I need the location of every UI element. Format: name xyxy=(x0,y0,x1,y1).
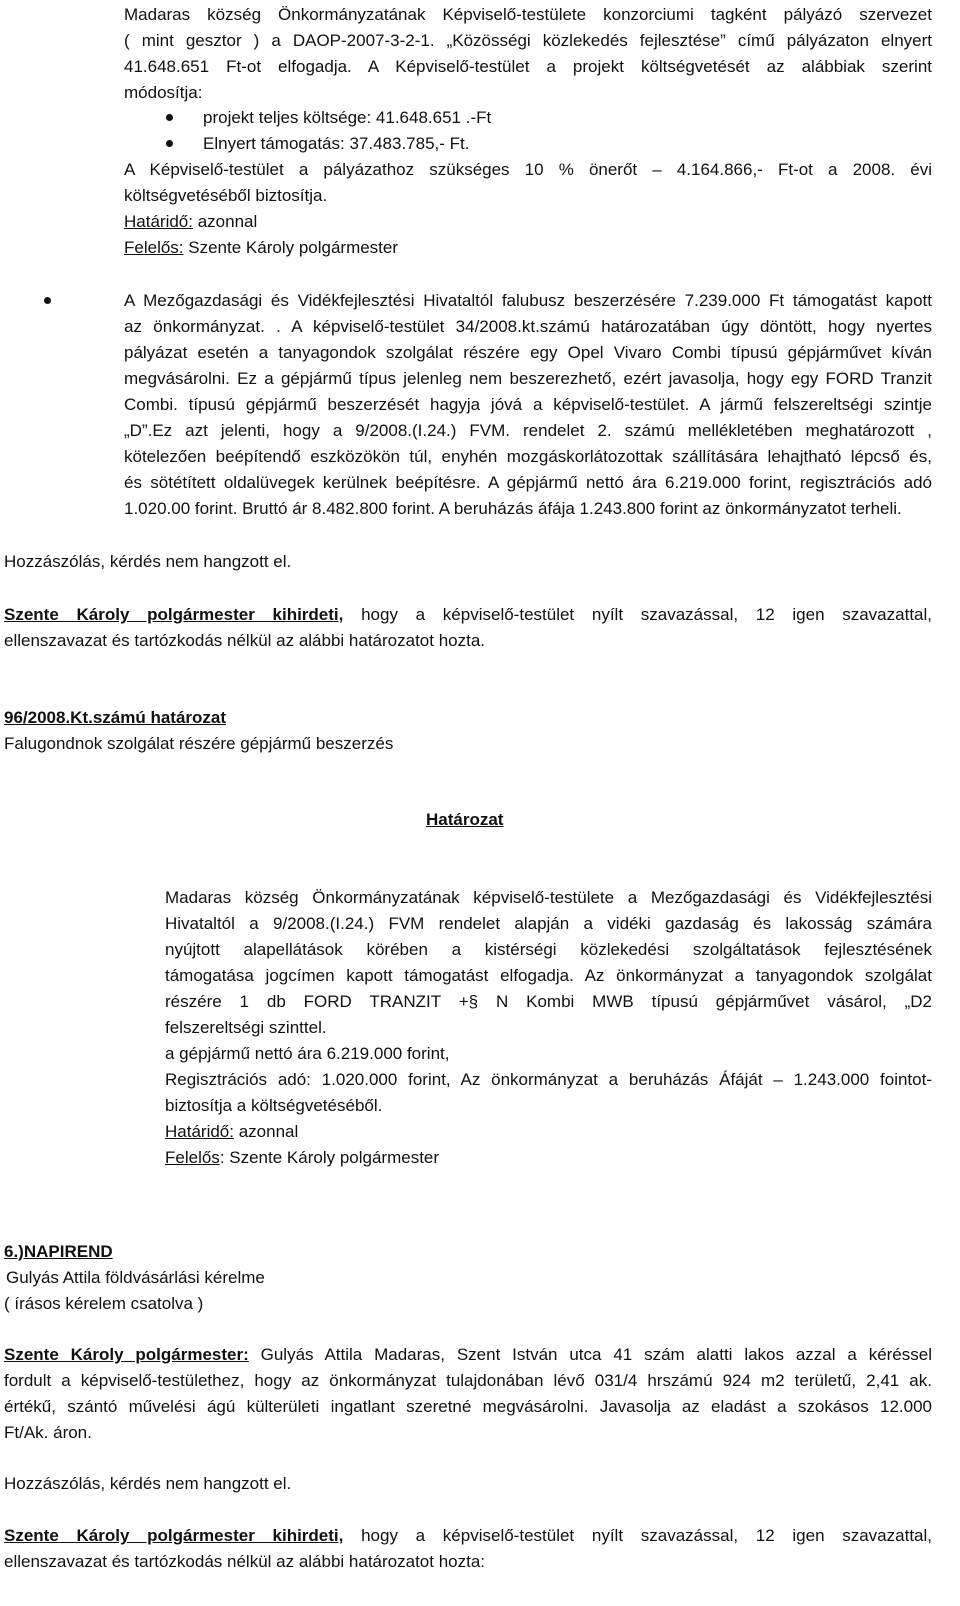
bullet-item-cost: projekt teljes költsége: 41.648.651 .-Ft xyxy=(203,108,492,127)
deadline-label: Határidő: xyxy=(165,1122,234,1141)
announcement-line-2: ellenszavazat és tartózkodás nélkül az alábbi határozatot hozta. xyxy=(4,631,486,650)
mayor-line-4: Ft/Ak. áron. xyxy=(4,1423,92,1442)
announcement-text: hogy a képviselő-testület nyílt szavazással, 12 igen szavazattal, xyxy=(343,605,932,624)
resolution-line-8: Regisztrációs adó: 1.020.000 forint, Az önkormányzat a beruházás Áfáját – 1.243.000 fointot- xyxy=(165,1070,932,1089)
comment-line: Hozzászólás, kérdés nem hangzott el. xyxy=(4,1474,292,1493)
intro-line-1: Madaras község Önkormányzatának Képviselő-testülete konzorciumi tagként pályázó szervezet xyxy=(124,5,932,24)
bullet-icon xyxy=(166,114,173,121)
responsible-label: Felelős xyxy=(165,1148,220,1167)
bus-line-8: és sötétített oldalüvegek kerülnek beépítésre. A gépjármű nettó ára 6.219.000 forint, regisztrációs adó xyxy=(124,473,932,492)
own-funds-line-1: A Képviselő-testület a pályázathoz szükséges 10 % önerőt – 4.164.866,- Ft-ot a 2008. évi xyxy=(124,160,932,179)
responsible-value: : Szente Károly polgármester xyxy=(219,1148,440,1167)
mayor-line-2: fordult a képviselő-testülethez, hogy az önkormányzat tulajdonában lévő 031/4 hrszámú 924 m2 területű, 2,41 ak. xyxy=(4,1371,932,1390)
bus-line-4: megvásárolni. Ez a gépjármű típus jelenleg nem beszerezhető, ezért javasolja, hogy egy FORD Tranzit xyxy=(124,369,932,388)
resolution-line-6: felszereltségi szinttel. xyxy=(165,1018,327,1037)
resolution-line-3: nyújtott alapellátások körében a kistérségi közlekedési szolgáltatások fejlesztésének xyxy=(165,940,932,959)
bus-line-7: kötelezően beépítendő eszközökön túl, enyhén mozgáskorlátozottak szállítására lehajtható lépcső és, xyxy=(124,447,932,466)
mayor-text: Gulyás Attila Madaras, Szent István utca 41 szám alatti lakos azzal a kéréssel xyxy=(248,1345,932,1364)
responsible-label: Felelős: xyxy=(124,238,184,257)
agenda-subject: Gulyás Attila földvásárlási kérelme xyxy=(6,1268,265,1287)
announcement-text: hogy a képviselő-testület nyílt szavazással, 12 igen szavazattal, xyxy=(343,1526,932,1545)
resolution-line-4: támogatása jogcímen kapott támogatást elfogadja. Az önkormányzat a tanyagondok szolgálat xyxy=(165,966,932,985)
agenda-note: ( írásos kérelem csatolva ) xyxy=(4,1294,204,1313)
intro-line-3: 41.648.651 Ft-ot elfogadja. A Képviselő-testület a projekt költségvetését az alábbiak szerint xyxy=(124,57,932,76)
resolution-responsible xyxy=(165,1146,439,1170)
announcer-label: Szente Károly polgármester kihirdeti, xyxy=(4,1526,344,1545)
deadline-label: Határidő: xyxy=(124,212,193,231)
announcer-label: Szente Károly polgármester kihirdeti, xyxy=(4,605,344,624)
agenda-title: 6.)NAPIREND xyxy=(4,1242,113,1261)
bus-line-6: „D”.Ez azt jelenti, hogy a 9/2008.(I.24.) FVM. rendelet 2. számú mellékletében meghatározott , xyxy=(124,421,932,440)
resolution-line-1: Madaras község Önkormányzatának képviselő-testülete a Mezőgazdasági és Vidékfejlesztési xyxy=(165,888,932,907)
intro-line-2: ( mint gesztor ) a DAOP-2007-3-2-1. „Közösségi közlekedés fejlesztése” című pályázaton elnyert xyxy=(124,31,932,50)
mayor-line-1 xyxy=(4,1343,932,1367)
intro-deadline xyxy=(124,210,257,234)
resolution-line-9: biztosítja a költségvetéséből. xyxy=(165,1096,383,1115)
bus-line-5: Combi. típusú gépjármű beszerzését hagyja jóvá a képviselő-testület. A jármű felszereltségi szintje xyxy=(124,395,932,414)
mayor-line-3: értékű, szántó művelési ágú külterületi ingatlant szeretné megvásárolni. Javasolja az eladást a szokásos 12.000 xyxy=(4,1397,932,1416)
deadline-value: azonnal xyxy=(233,1122,299,1141)
resolution-number: 96/2008.Kt.számú határozat xyxy=(4,708,227,727)
resolution-line-2: Hivataltól a 9/2008.(I.24.) FVM rendelet alapján a vidéki gazdaság és lakosság számára xyxy=(165,914,932,933)
comment-line: Hozzászólás, kérdés nem hangzott el. xyxy=(4,552,292,571)
intro-responsible xyxy=(124,236,398,260)
mayor-label: Szente Károly polgármester: xyxy=(4,1345,249,1364)
bus-line-2: az önkormányzat. . A képviselő-testület 34/2008.kt.számú határozatában úgy döntött, hogy nyertes xyxy=(124,317,932,336)
bus-line-1: A Mezőgazdasági és Vidékfejlesztési Hivataltól falubusz beszerzésére 7.239.000 Ft támogatást kapott xyxy=(124,291,932,310)
announcement-line-1 xyxy=(4,603,932,627)
resolution-line-5: részére 1 db FORD TRANZIT +§ N Kombi MWB típusú gépjárművet vásárol, „D2 xyxy=(165,992,932,1011)
announcement-line-1 xyxy=(4,1524,932,1548)
bus-line-3: pályázat esetén a tanyagondok szolgálat részére egy Opel Vivaro Combi típusú gépjárművet kíván xyxy=(124,343,932,362)
announcement-line-2: ellenszavazat és tartózkodás nélkül az alábbi határozatot hozta: xyxy=(4,1552,486,1571)
intro-line-4: módosítja: xyxy=(124,83,203,102)
resolution-deadline xyxy=(165,1120,298,1144)
resolution-heading: Határozat xyxy=(426,810,504,829)
bullet-icon xyxy=(44,297,51,304)
own-funds-line-2: költségvetéséből biztosítja. xyxy=(124,186,328,205)
bullet-item-grant: Elnyert támogatás: 37.483.785,- Ft. xyxy=(203,134,470,153)
bus-line-9: 1.020.00 forint. Bruttó ár 8.482.800 forint. A beruházás áfája 1.243.800 forint az önkormányzatot terheli. xyxy=(124,499,902,518)
resolution-subject: Falugondnok szolgálat részére gépjármű beszerzés xyxy=(4,734,394,753)
bullet-icon xyxy=(166,140,173,147)
responsible-value: Szente Károly polgármester xyxy=(183,238,399,257)
resolution-line-7: a gépjármű nettó ára 6.219.000 forint, xyxy=(165,1044,450,1063)
deadline-value: azonnal xyxy=(192,212,258,231)
